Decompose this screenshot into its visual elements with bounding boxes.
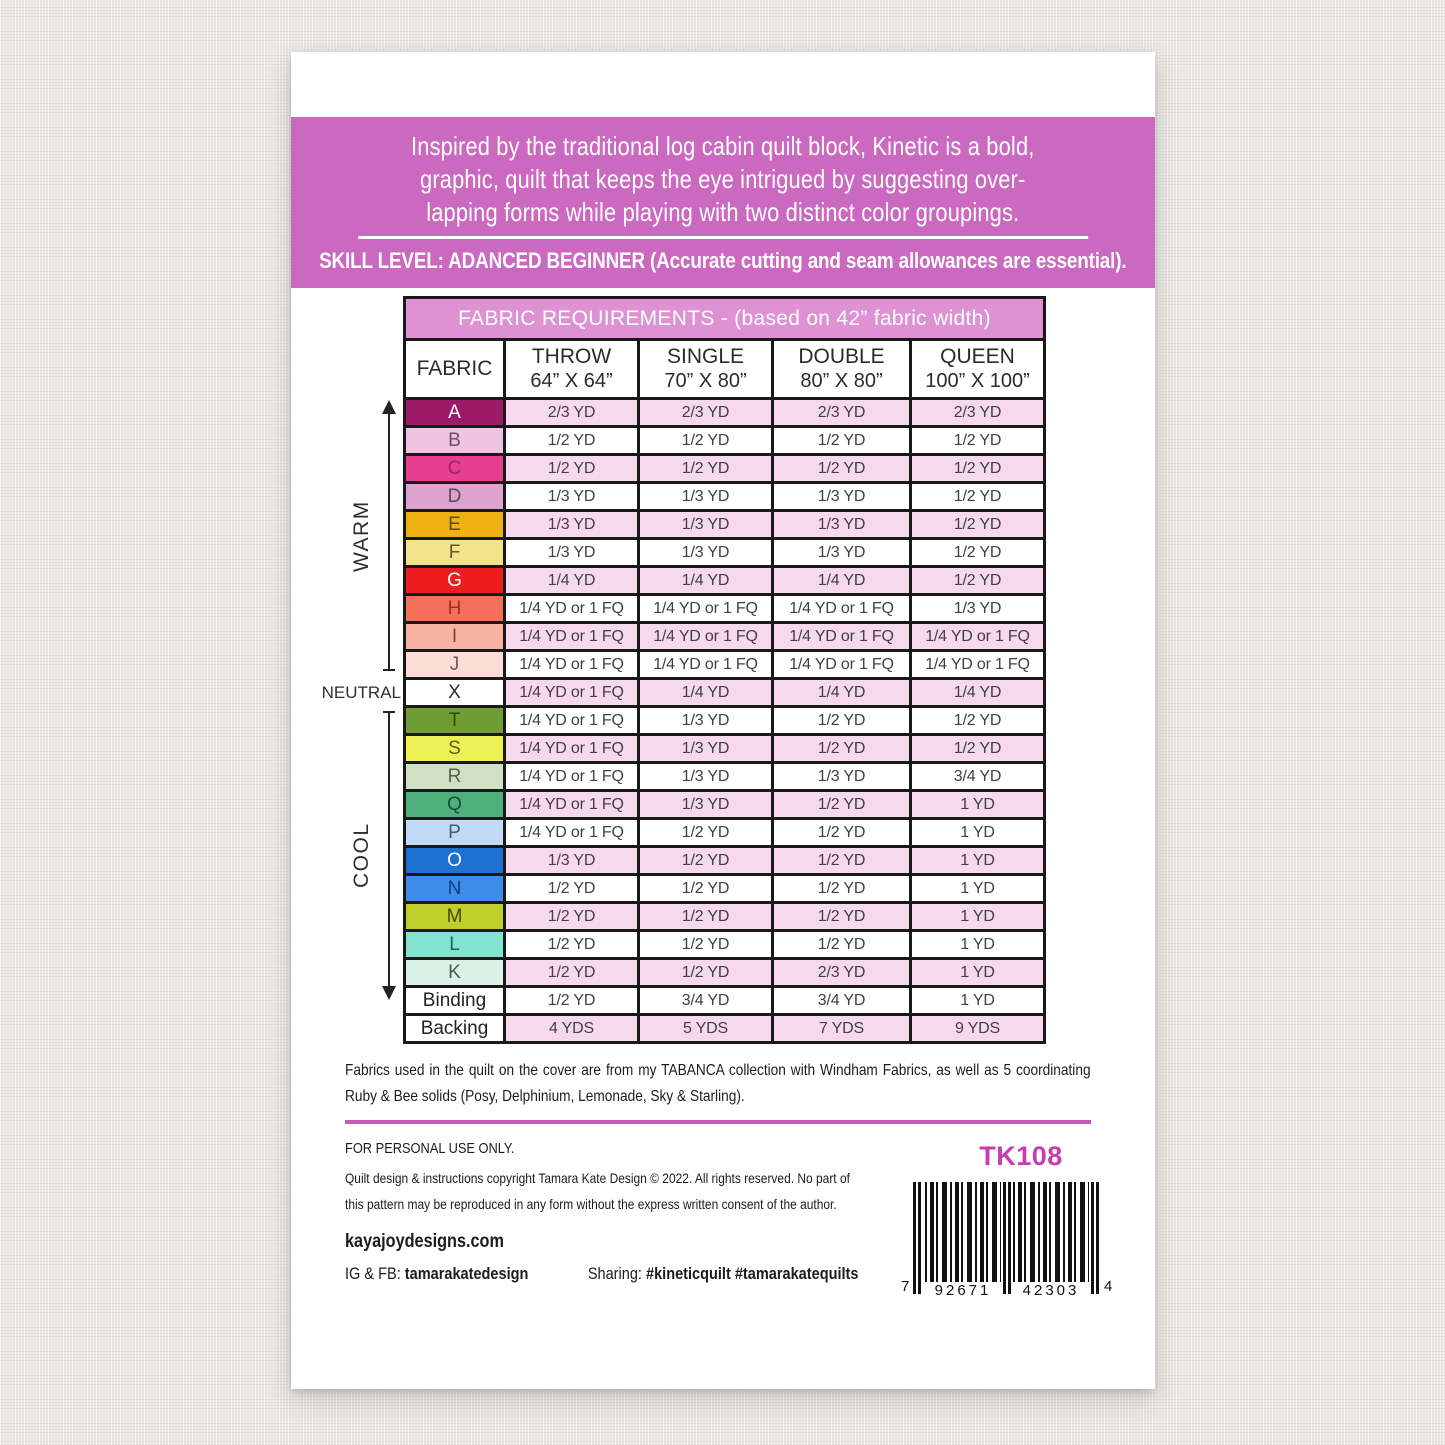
yardage-double: 2/3 YD: [774, 960, 909, 985]
yardage-single: 1/3 YD: [640, 792, 771, 817]
table-row: [406, 652, 1043, 677]
yardage-double: 1/2 YD: [774, 456, 909, 481]
yardage-throw: 1/3 YD: [506, 484, 637, 509]
table-row: [406, 540, 1043, 565]
yardage-throw: 1/3 YD: [506, 512, 637, 537]
yardage-queen: 1 YD: [912, 932, 1043, 957]
yardage-queen: 1/2 YD: [912, 512, 1043, 537]
yardage-throw: 1/4 YD or 1 FQ: [506, 596, 637, 621]
yardage-double: 1/3 YD: [774, 484, 909, 509]
fabric-swatch: C: [406, 456, 503, 481]
fabric-swatch: L: [406, 932, 503, 957]
yardage-queen: 1/2 YD: [912, 456, 1043, 481]
yardage-queen: 9 YDS: [912, 1016, 1043, 1041]
yardage-double: 1/4 YD: [774, 680, 909, 705]
fabric-swatch: M: [406, 904, 503, 929]
yardage-double: 1/4 YD or 1 FQ: [774, 652, 909, 677]
table-row: [406, 568, 1043, 593]
yardage-throw: 1/4 YD or 1 FQ: [506, 680, 637, 705]
table-row: [406, 456, 1043, 481]
intro-line-1: Inspired by the traditional log cabin quilt block, Kinetic is a bold,: [411, 131, 1035, 161]
skill-level-line: SKILL LEVEL: ADANCED BEGINNER (Accurate cutting and seam allowances are essential).: [319, 248, 1127, 273]
yardage-throw: 1/2 YD: [506, 988, 637, 1013]
yardage-queen: 1/3 YD: [912, 596, 1043, 621]
barcode-digit-left: 7: [901, 1278, 910, 1295]
warm-range-arrow: [380, 400, 398, 672]
yardage-throw: 2/3 YD: [506, 400, 637, 425]
social-prefix: IG & FB:: [345, 1264, 405, 1283]
table-row: [406, 792, 1043, 817]
yardage-single: 1/3 YD: [640, 540, 771, 565]
yardage-queen: 1/2 YD: [912, 428, 1043, 453]
fabric-swatch: N: [406, 876, 503, 901]
yardage-single: 1/3 YD: [640, 764, 771, 789]
yardage-double: 1/4 YD or 1 FQ: [774, 596, 909, 621]
pattern-sku: TK108: [979, 1141, 1063, 1171]
table-row: [406, 680, 1043, 705]
yardage-throw: 1/2 YD: [506, 904, 637, 929]
yardage-throw: 1/4 YD or 1 FQ: [506, 792, 637, 817]
yardage-queen: 3/4 YD: [912, 764, 1043, 789]
yardage-double: 2/3 YD: [774, 400, 909, 425]
yardage-queen: 1 YD: [912, 820, 1043, 845]
fabric-swatch: J: [406, 652, 503, 677]
yardage-single: 1/2 YD: [640, 848, 771, 873]
yardage-queen: 1 YD: [912, 848, 1043, 873]
yardage-double: 1/3 YD: [774, 540, 909, 565]
yardage-queen: 1/2 YD: [912, 568, 1043, 593]
yardage-single: 1/2 YD: [640, 960, 771, 985]
size-name: DOUBLE: [798, 345, 885, 368]
yardage-throw: 1/4 YD: [506, 568, 637, 593]
fabric-swatch: X: [406, 680, 503, 705]
copyright-paragraph: Quilt design & instructions copyright Tamara Kate Design © 2022. All rights reserved. No part of this pattern may be reproduced in any form without the express written consent of the author.: [345, 1170, 850, 1212]
intro-paragraph: [291, 117, 1155, 274]
yardage-single: 1/3 YD: [640, 484, 771, 509]
pattern-back-card: [291, 52, 1155, 1389]
yardage-double: 1/2 YD: [774, 792, 909, 817]
table-row: [406, 428, 1043, 453]
yardage-single: 1/4 YD: [640, 680, 771, 705]
fabric-swatch: S: [406, 736, 503, 761]
yardage-single: 5 YDS: [640, 1016, 771, 1041]
yardage-single: 1/4 YD: [640, 568, 771, 593]
yardage-queen: 1/2 YD: [912, 484, 1043, 509]
yardage-single: 1/2 YD: [640, 456, 771, 481]
table-row: [406, 484, 1043, 509]
yardage-double: 1/2 YD: [774, 820, 909, 845]
personal-use-line: FOR PERSONAL USE ONLY.: [345, 1140, 515, 1157]
fabric-swatch: Backing: [406, 1016, 503, 1041]
barcode-guard: [913, 1182, 916, 1294]
neutral-label: NEUTRAL: [321, 683, 401, 702]
yardage-single: 1/4 YD or 1 FQ: [640, 596, 771, 621]
barcode-bars-right: [1013, 1182, 1089, 1282]
cool-range-arrow: [380, 710, 398, 1000]
size-column-header: [506, 341, 637, 397]
yardage-queen: 1/4 YD or 1 FQ: [912, 624, 1043, 649]
yardage-double: 1/2 YD: [774, 904, 909, 929]
barcode-guard: [1008, 1182, 1011, 1294]
barcode-group-2: 42303: [1022, 1282, 1080, 1299]
fabric-swatch: Q: [406, 792, 503, 817]
fabric-swatch: H: [406, 596, 503, 621]
yardage-double: 1/4 YD: [774, 568, 909, 593]
fabric-swatch: R: [406, 764, 503, 789]
warm-label: WARM: [350, 500, 373, 572]
yardage-double: 1/3 YD: [774, 512, 909, 537]
table-row: [406, 736, 1043, 761]
yardage-throw: 1/4 YD or 1 FQ: [506, 708, 637, 733]
fabric-swatch: E: [406, 512, 503, 537]
yardage-double: 3/4 YD: [774, 988, 909, 1013]
yardage-queen: 1/4 YD: [912, 680, 1043, 705]
sharing-hashtags[interactable]: #kineticquilt #tamarakatequilts: [646, 1264, 859, 1283]
yardage-queen: 1/4 YD or 1 FQ: [912, 652, 1043, 677]
size-dimensions: 100” X 100”: [925, 370, 1030, 392]
table-row: [406, 932, 1043, 957]
table-row: [406, 624, 1043, 649]
fabric-swatch: Binding: [406, 988, 503, 1013]
yardage-throw: 1/3 YD: [506, 848, 637, 873]
fabric-swatch: F: [406, 540, 503, 565]
barcode-guard: [1003, 1182, 1006, 1294]
fabric-note: Fabrics used in the quilt on the cover are from my TABANCA collection with Windham Fabrics, as well as 5 coordinating Ruby & Bee solids (Posy, Delphinium, Lemonade, Sky & Starling).: [345, 1062, 1091, 1105]
size-column-header: [774, 341, 909, 397]
table-row: [406, 820, 1043, 845]
yardage-throw: 1/2 YD: [506, 456, 637, 481]
fabric-swatch: B: [406, 428, 503, 453]
yardage-single: 1/3 YD: [640, 736, 771, 761]
yardage-double: 1/2 YD: [774, 428, 909, 453]
size-column-header: [640, 341, 771, 397]
yardage-single: 1/2 YD: [640, 428, 771, 453]
table-row: [406, 1016, 1043, 1041]
intro-line-3: lapping forms while playing with two distinct color groupings.: [426, 197, 1020, 227]
table-row: [406, 960, 1043, 985]
yardage-queen: 2/3 YD: [912, 400, 1043, 425]
fabric-swatch: O: [406, 848, 503, 873]
table-row: [406, 764, 1043, 789]
yardage-queen: 1/2 YD: [912, 736, 1043, 761]
size-dimensions: 80” X 80”: [800, 370, 883, 392]
yardage-queen: 1 YD: [912, 904, 1043, 929]
fabric-swatch: I: [406, 624, 503, 649]
yardage-single: 1/4 YD or 1 FQ: [640, 624, 771, 649]
yardage-throw: 1/4 YD or 1 FQ: [506, 736, 637, 761]
size-name: SINGLE: [666, 345, 745, 368]
sharing-prefix: Sharing:: [587, 1264, 647, 1283]
yardage-double: 1/4 YD or 1 FQ: [774, 624, 909, 649]
table-row: [406, 596, 1043, 621]
size-dimensions: 70” X 80”: [664, 370, 747, 392]
table-header-row: [406, 341, 1043, 397]
yardage-throw: 1/3 YD: [506, 540, 637, 565]
yardage-double: 1/2 YD: [774, 932, 909, 957]
yardage-queen: 1/2 YD: [912, 708, 1043, 733]
fabric-swatch: D: [406, 484, 503, 509]
footer-divider: [345, 1120, 1091, 1124]
table-row: [406, 400, 1043, 425]
size-name: THROW: [531, 345, 612, 368]
upc-barcode: [901, 1182, 1113, 1306]
fabric-requirements-table: [403, 296, 1046, 1044]
yardage-queen: 1 YD: [912, 792, 1043, 817]
social-handle[interactable]: tamarakatedesign: [404, 1264, 529, 1283]
intro-line-2: graphic, quilt that keeps the eye intrigued by suggesting over-: [420, 164, 1026, 194]
barcode-bars-left: [925, 1182, 1001, 1282]
barcode-group-1: 92671: [934, 1282, 992, 1299]
yardage-throw: 1/4 YD or 1 FQ: [506, 652, 637, 677]
yardage-queen: 1 YD: [912, 960, 1043, 985]
intro-divider: [358, 236, 1088, 239]
yardage-queen: 1 YD: [912, 988, 1043, 1013]
yardage-double: 1/2 YD: [774, 848, 909, 873]
yardage-single: 2/3 YD: [640, 400, 771, 425]
yardage-queen: 1/2 YD: [912, 540, 1043, 565]
fabric-swatch: A: [406, 400, 503, 425]
table-row: [406, 876, 1043, 901]
table-row: [406, 988, 1043, 1013]
table-row: [406, 512, 1043, 537]
yardage-single: 1/2 YD: [640, 876, 771, 901]
yardage-throw: 1/4 YD or 1 FQ: [506, 820, 637, 845]
yardage-double: 1/3 YD: [774, 764, 909, 789]
size-name: QUEEN: [940, 345, 1015, 368]
yardage-single: 1/2 YD: [640, 820, 771, 845]
yardage-throw: 1/2 YD: [506, 876, 637, 901]
table-title: FABRIC REQUIREMENTS - (based on 42” fabric width): [406, 299, 1043, 338]
fabric-column-header: FABRIC: [406, 341, 503, 397]
size-dimensions: 64” X 64”: [530, 370, 613, 392]
yardage-double: 7 YDS: [774, 1016, 909, 1041]
website-link[interactable]: kayajoydesigns.com: [345, 1231, 504, 1252]
barcode-guard: [1096, 1182, 1099, 1294]
yardage-single: 1/3 YD: [640, 708, 771, 733]
table-row: [406, 708, 1043, 733]
yardage-throw: 4 YDS: [506, 1016, 637, 1041]
yardage-throw: 1/4 YD or 1 FQ: [506, 624, 637, 649]
yardage-throw: 1/2 YD: [506, 932, 637, 957]
yardage-single: 1/2 YD: [640, 932, 771, 957]
sharing-span: [588, 1261, 859, 1287]
yardage-double: 1/2 YD: [774, 736, 909, 761]
barcode-guard: [918, 1182, 921, 1294]
cool-label: COOL: [350, 822, 373, 888]
yardage-single: 1/2 YD: [640, 904, 771, 929]
fabric-swatch: K: [406, 960, 503, 985]
table-row: [406, 848, 1043, 873]
barcode-digit-right: 4: [1104, 1278, 1113, 1295]
yardage-throw: 1/4 YD or 1 FQ: [506, 764, 637, 789]
fabric-swatch: T: [406, 708, 503, 733]
fabric-swatch: P: [406, 820, 503, 845]
yardage-throw: 1/2 YD: [506, 960, 637, 985]
table-body: [406, 400, 1043, 1041]
yardage-double: 1/2 YD: [774, 876, 909, 901]
yardage-single: 3/4 YD: [640, 988, 771, 1013]
table-row: [406, 904, 1043, 929]
fabric-swatch: G: [406, 568, 503, 593]
intro-banner: [291, 117, 1155, 288]
yardage-double: 1/2 YD: [774, 708, 909, 733]
barcode-guard: [1091, 1182, 1094, 1294]
yardage-throw: 1/2 YD: [506, 428, 637, 453]
size-column-header: [912, 341, 1043, 397]
yardage-single: 1/4 YD or 1 FQ: [640, 652, 771, 677]
yardage-single: 1/3 YD: [640, 512, 771, 537]
yardage-queen: 1 YD: [912, 876, 1043, 901]
